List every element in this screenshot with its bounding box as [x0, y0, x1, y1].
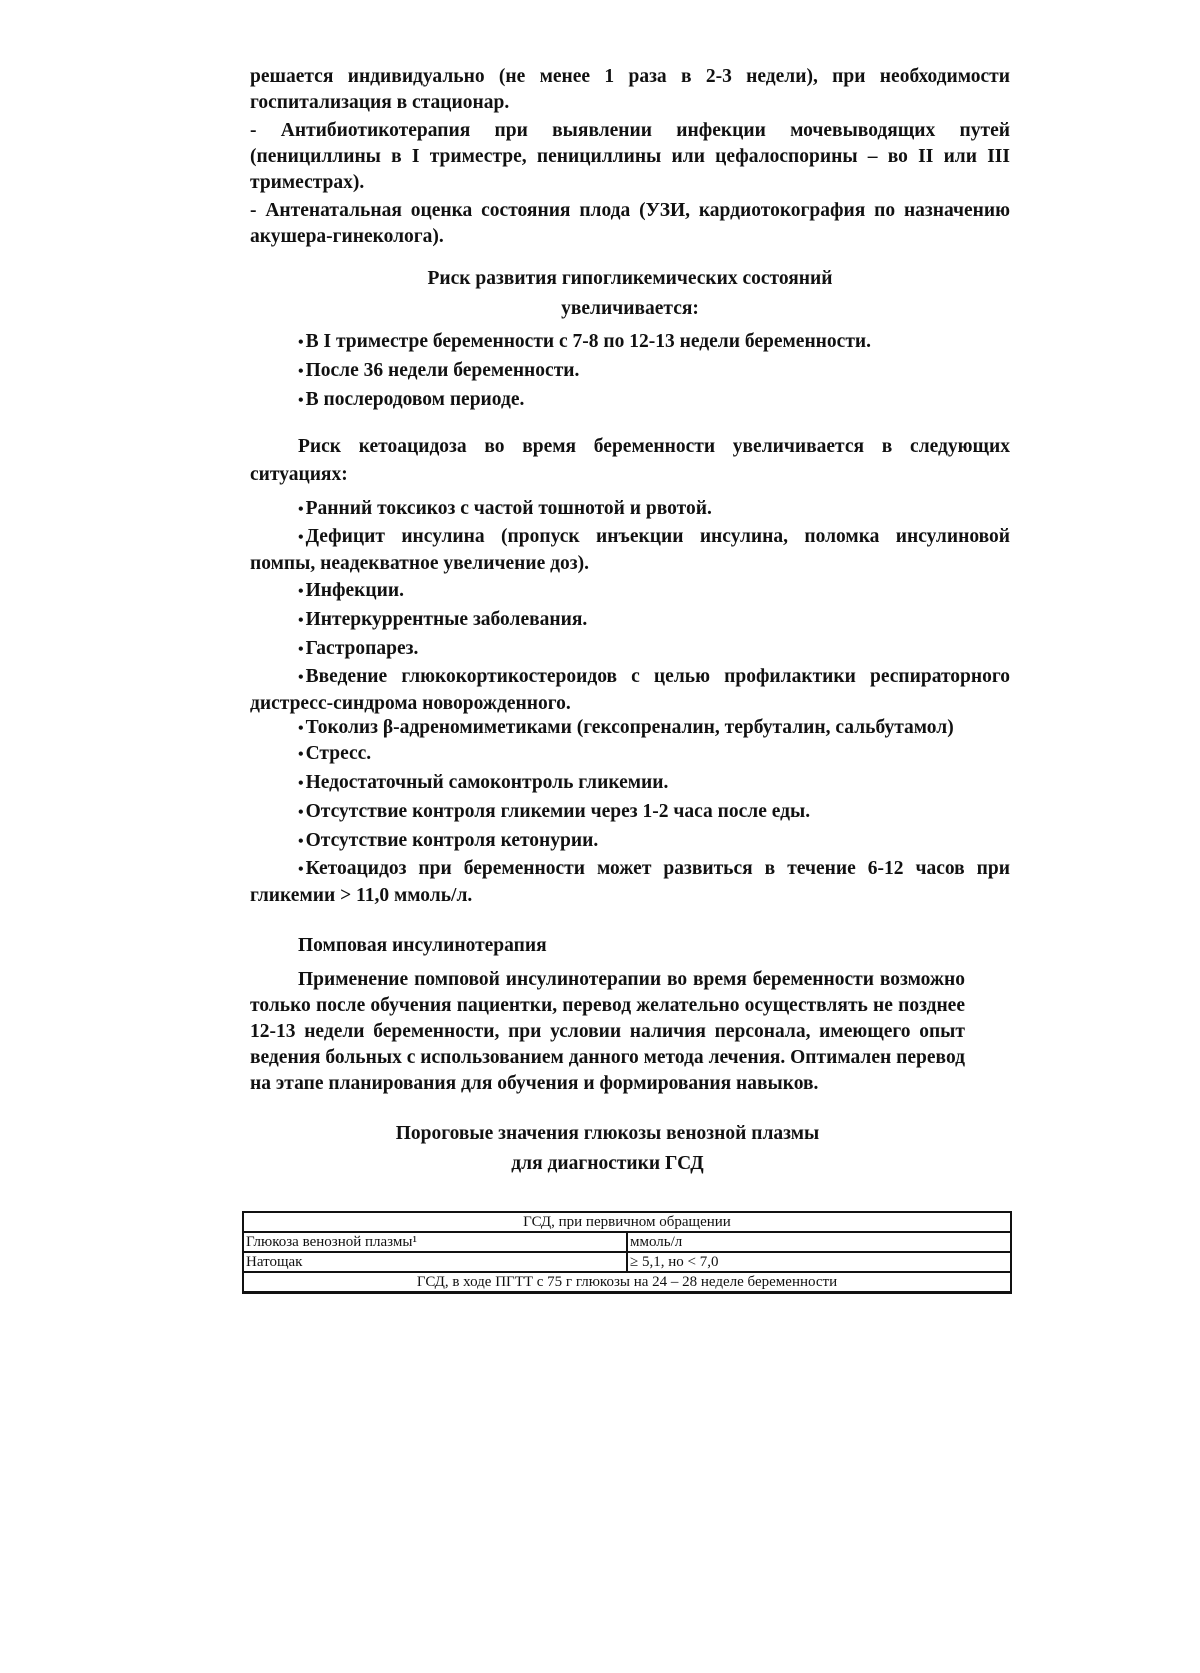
ketoacidosis-item-text: Введение глюкокортикостероидов с целью профилактики респираторного дистресс-синдрома новорожденного.	[250, 666, 1010, 714]
ketoacidosis-section	[250, 433, 1010, 909]
ketoacidosis-item-text: Инфекции.	[305, 580, 404, 601]
ketoacidosis-item-text: Кетоацидоз при беременности может развиться в течение 6-12 часов при гликемии > 11,0 ммоль/л.	[250, 858, 1010, 906]
table-cell: ГСД, при первичном обращении	[243, 1212, 1011, 1232]
thresholds-title-line-2: для диагностики ГСД	[511, 1153, 704, 1174]
table-cell: Натощак	[243, 1252, 627, 1272]
table-cell: ≥ 5,1, но < 7,0	[627, 1252, 1011, 1272]
document-page	[246, 64, 1010, 1294]
thresholds-title-line-1: Пороговые значения глюкозы венозной плазмы	[395, 1123, 820, 1144]
pump-title: Помповая инсулинотерапия	[298, 935, 547, 956]
ketoacidosis-item	[250, 606, 1010, 635]
hypoglycemia-section	[250, 264, 1010, 415]
hypoglycemia-item-text: В I триместре беременности с 7-8 по 12-13 недели беременности.	[305, 331, 872, 352]
ketoacidosis-item	[250, 769, 1010, 798]
ketoacidosis-item	[250, 495, 1010, 524]
bullet-icon: •	[298, 833, 304, 850]
table-row	[243, 1272, 1011, 1293]
ketoacidosis-title: Риск кетоацидоза во время беременности увеличивается в следующих ситуациях:	[250, 436, 1010, 485]
hypoglycemia-item	[250, 328, 1010, 357]
bullet-icon: •	[298, 529, 304, 546]
intro-paragraph-1: решается индивидуально (не менее 1 раза в 2-3 недели), при необходимости госпитализация в стационар.	[250, 66, 1010, 113]
ketoacidosis-item	[250, 717, 1010, 740]
ketoacidosis-item-text: Ранний токсикоз с частой тошнотой и рвотой.	[305, 498, 712, 519]
bullet-icon: •	[298, 641, 304, 658]
table-row	[243, 1212, 1011, 1232]
ketoacidosis-item-text: Отсутствие контроля гликемии через 1-2 часа после еды.	[305, 801, 811, 822]
table-cell: ммоль/л	[627, 1232, 1011, 1252]
ketoacidosis-item	[250, 635, 1010, 664]
hypoglycemia-item-text: После 36 недели беременности.	[305, 360, 580, 381]
table-cell: ГСД, в ходе ПГТТ с 75 г глюкозы на 24 – 28 неделе беременности	[243, 1272, 1011, 1293]
ketoacidosis-item-text: Гастропарез.	[305, 638, 419, 659]
bullet-icon: •	[298, 363, 304, 380]
ketoacidosis-item	[250, 577, 1010, 606]
bullet-icon: •	[298, 861, 304, 878]
hypoglycemia-item-text: В послеродовом периоде.	[305, 389, 525, 410]
ketoacidosis-item-text: Токолиз β-адреномиметиками (гексопреналин, тербуталин, сальбутамол)	[305, 717, 954, 738]
ketoacidosis-item	[250, 664, 1010, 717]
ketoacidosis-item	[250, 740, 1010, 769]
bullet-icon: •	[298, 501, 304, 518]
ketoacidosis-item	[250, 798, 1010, 827]
ketoacidosis-item-text: Отсутствие контроля кетонурии.	[305, 830, 599, 851]
ketoacidosis-item-text: Стресс.	[305, 743, 372, 764]
intro-paragraph-3: - Антенатальная оценка состояния плода (УЗИ, кардиотокография по назначению акушера-гинеколога).	[250, 200, 1010, 247]
table-cell: Глюкоза венозной плазмы¹	[243, 1232, 627, 1252]
ketoacidosis-item-text: Дефицит инсулина (пропуск инъекции инсулина, поломка инсулиновой помпы, неадекватное увеличение доз).	[250, 526, 1010, 574]
hypoglycemia-item	[250, 386, 1010, 415]
bullet-icon: •	[298, 775, 304, 792]
pump-section	[250, 931, 1010, 1097]
bullet-icon: •	[298, 612, 304, 629]
ketoacidosis-item	[250, 827, 1010, 856]
pump-text: Применение помповой инсулинотерапии во время беременности возможно только после обучения пациентки, перевод желательно осуществлять не позднее 12-13 недели беременности, при условии наличия персонала, имеющего опыт ведения больных с использованием данного метода лечения. Оптимален перевод на этапе планирования для обучения и формирования навыков.	[250, 969, 965, 1094]
bullet-icon: •	[298, 669, 304, 686]
hypoglycemia-item	[250, 357, 1010, 386]
table-row	[243, 1252, 1011, 1272]
hypoglycemia-title-line-2: увеличивается:	[561, 298, 699, 319]
table-row	[243, 1232, 1011, 1252]
bullet-icon: •	[298, 334, 304, 351]
ketoacidosis-item	[250, 524, 1010, 577]
bullet-icon: •	[298, 746, 304, 763]
hypoglycemia-title-line-1: Риск развития гипогликемических состояний	[427, 268, 833, 289]
gsd-threshold-table	[242, 1211, 1012, 1294]
bullet-icon: •	[298, 720, 304, 737]
bullet-icon: •	[298, 804, 304, 821]
thresholds-section	[246, 1119, 1010, 1294]
ketoacidosis-item-text: Недостаточный самоконтроль гликемии.	[305, 772, 669, 793]
ketoacidosis-item-text: Интеркуррентные заболевания.	[305, 609, 588, 630]
ketoacidosis-item	[250, 856, 1010, 909]
intro-paragraph-2: - Антибиотикотерапия при выявлении инфекции мочевыводящих путей (пенициллины в I триместре, пенициллины или цефалоспорины – во II или III триместрах).	[250, 120, 1010, 193]
bullet-icon: •	[298, 392, 304, 409]
bullet-icon: •	[298, 583, 304, 600]
